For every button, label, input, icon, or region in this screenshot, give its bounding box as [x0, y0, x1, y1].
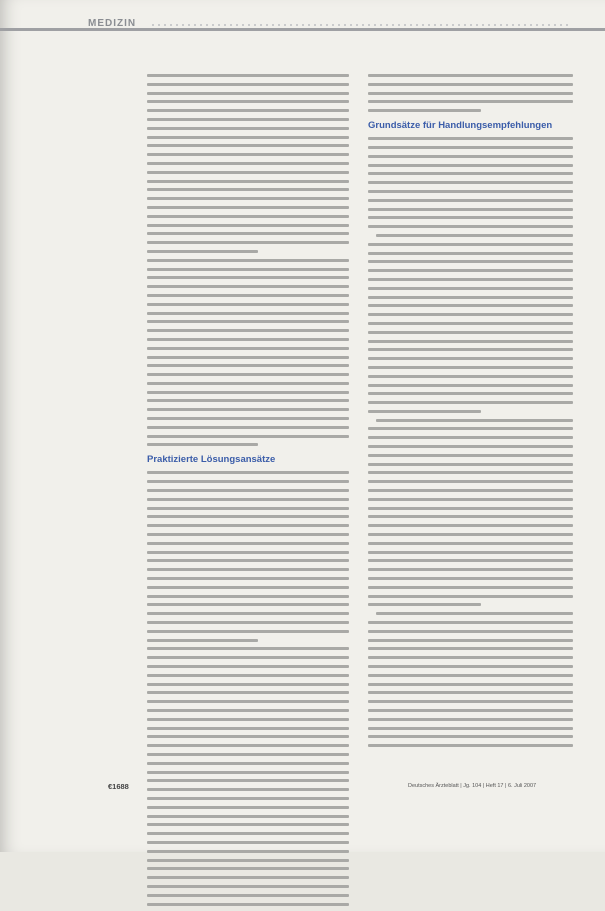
text-line	[147, 753, 349, 756]
bullet-text-line	[376, 234, 573, 237]
text-line	[147, 727, 349, 730]
text-line	[368, 164, 573, 167]
text-line	[147, 153, 349, 156]
text-line	[368, 471, 573, 474]
text-line	[368, 603, 481, 606]
text-line	[368, 507, 573, 510]
text-line	[368, 524, 573, 527]
text-line	[147, 867, 349, 870]
text-line	[368, 542, 573, 545]
section-label: MEDIZIN	[88, 18, 137, 29]
text-line	[147, 885, 349, 888]
text-line	[368, 410, 481, 413]
text-line	[147, 806, 349, 809]
text-line	[147, 489, 349, 492]
text-line	[368, 216, 573, 219]
text-line	[147, 524, 349, 527]
text-line	[368, 727, 573, 730]
section-subheading: Praktizierte Lösungsansätze	[147, 454, 276, 466]
text-line	[147, 859, 349, 862]
text-line	[147, 718, 349, 721]
text-line	[147, 832, 349, 835]
text-line	[147, 568, 349, 571]
text-line	[368, 621, 573, 624]
text-line	[147, 259, 349, 262]
text-line	[147, 709, 349, 712]
text-line	[368, 83, 573, 86]
text-line	[147, 815, 349, 818]
text-line	[147, 850, 349, 853]
text-line	[368, 296, 573, 299]
text-line	[147, 329, 349, 332]
text-line	[368, 172, 573, 175]
text-line	[147, 144, 349, 147]
text-line	[147, 797, 349, 800]
text-line	[147, 364, 349, 367]
text-line	[147, 435, 349, 438]
text-line	[147, 109, 349, 112]
text-line	[368, 665, 573, 668]
text-line	[368, 551, 573, 554]
bullet-text-line	[376, 419, 573, 422]
left-column	[147, 74, 349, 911]
text-line	[368, 384, 573, 387]
text-line	[368, 146, 573, 149]
text-line	[147, 118, 349, 121]
text-line	[147, 285, 349, 288]
text-line	[147, 136, 349, 139]
text-line	[147, 303, 349, 306]
text-line	[368, 269, 573, 272]
text-line	[147, 338, 349, 341]
text-line	[368, 243, 573, 246]
text-line	[368, 691, 573, 694]
text-line	[147, 320, 349, 323]
text-line	[368, 278, 573, 281]
text-line	[147, 515, 349, 518]
text-line	[368, 181, 573, 184]
text-line	[147, 197, 349, 200]
text-line	[147, 621, 349, 624]
text-line	[368, 225, 573, 228]
text-line	[368, 700, 573, 703]
page-number: €1688	[108, 782, 129, 791]
text-line	[147, 665, 349, 668]
text-line	[368, 480, 573, 483]
text-line	[368, 586, 573, 589]
text-line	[147, 426, 349, 429]
text-line	[147, 841, 349, 844]
journal-citation: Deutsches Ärzteblatt | Jg. 104 | Heft 17 | 6. Juli 2007	[408, 783, 537, 789]
text-line	[147, 559, 349, 562]
text-line	[368, 92, 573, 95]
text-line	[368, 454, 573, 457]
text-line	[147, 630, 349, 633]
text-line	[147, 823, 349, 826]
text-line	[147, 74, 349, 77]
text-line	[147, 674, 349, 677]
text-line	[147, 356, 349, 359]
header-dot-pattern	[150, 22, 570, 28]
text-line	[368, 74, 573, 77]
text-line	[368, 436, 573, 439]
text-line	[147, 595, 349, 598]
text-line	[368, 137, 573, 140]
bullet-text-line	[376, 612, 573, 615]
text-line	[368, 340, 573, 343]
text-line	[147, 744, 349, 747]
text-line	[368, 109, 481, 112]
text-line	[147, 507, 349, 510]
text-line	[368, 674, 573, 677]
text-line	[147, 639, 258, 642]
text-line	[368, 375, 573, 378]
text-line	[368, 427, 573, 430]
text-line	[368, 366, 573, 369]
text-line	[368, 489, 573, 492]
text-line	[147, 542, 349, 545]
text-line	[147, 180, 349, 183]
text-line	[368, 331, 573, 334]
text-line	[147, 443, 258, 446]
text-line	[147, 779, 349, 782]
text-line	[368, 656, 573, 659]
text-line	[368, 199, 573, 202]
text-line	[147, 83, 349, 86]
text-line	[368, 559, 573, 562]
text-line	[368, 100, 573, 103]
text-line	[368, 401, 573, 404]
text-line	[368, 595, 573, 598]
text-line	[147, 498, 349, 501]
text-line	[147, 171, 349, 174]
text-line	[147, 241, 349, 244]
text-line	[147, 391, 349, 394]
text-line	[147, 127, 349, 130]
text-line	[147, 268, 349, 271]
text-line	[147, 92, 349, 95]
text-line	[147, 603, 349, 606]
text-line	[147, 647, 349, 650]
text-line	[368, 515, 573, 518]
text-line	[147, 399, 349, 402]
text-line	[147, 903, 349, 906]
text-line	[147, 612, 349, 615]
text-line	[147, 373, 349, 376]
text-line	[368, 735, 573, 738]
text-line	[368, 313, 573, 316]
text-line	[368, 304, 573, 307]
text-line	[368, 252, 573, 255]
text-line	[368, 568, 573, 571]
text-line	[147, 691, 349, 694]
text-line	[368, 498, 573, 501]
text-line	[368, 683, 573, 686]
text-line	[147, 382, 349, 385]
section-subheading: Grundsätze für Handlungsempfehlungen	[368, 120, 553, 132]
text-line	[147, 683, 349, 686]
text-line	[147, 250, 258, 253]
text-line	[147, 312, 349, 315]
text-line	[147, 735, 349, 738]
text-line	[147, 788, 349, 791]
text-line	[368, 155, 573, 158]
text-line	[147, 551, 349, 554]
text-line	[147, 771, 349, 774]
text-line	[147, 471, 349, 474]
text-line	[368, 287, 573, 290]
text-line	[368, 357, 573, 360]
right-column	[368, 74, 573, 753]
text-line	[147, 656, 349, 659]
text-line	[147, 347, 349, 350]
text-line	[147, 232, 349, 235]
text-line	[147, 762, 349, 765]
text-line	[147, 417, 349, 420]
text-line	[147, 162, 349, 165]
text-line	[368, 639, 573, 642]
text-line	[147, 276, 349, 279]
text-line	[147, 294, 349, 297]
text-line	[147, 215, 349, 218]
text-line	[368, 445, 573, 448]
text-line	[147, 206, 349, 209]
text-line	[147, 586, 349, 589]
text-line	[368, 322, 573, 325]
text-line	[147, 224, 349, 227]
text-line	[147, 100, 349, 103]
text-line	[368, 744, 573, 747]
text-line	[147, 408, 349, 411]
text-line	[147, 894, 349, 897]
text-line	[368, 190, 573, 193]
text-line	[147, 577, 349, 580]
text-line	[368, 709, 573, 712]
text-line	[147, 700, 349, 703]
text-line	[147, 876, 349, 879]
text-line	[368, 260, 573, 263]
text-line	[368, 348, 573, 351]
text-line	[147, 480, 349, 483]
text-line	[368, 533, 573, 536]
text-line	[368, 463, 573, 466]
text-line	[368, 392, 573, 395]
text-line	[368, 718, 573, 721]
text-line	[147, 533, 349, 536]
text-line	[368, 647, 573, 650]
text-line	[368, 630, 573, 633]
text-line	[147, 188, 349, 191]
text-line	[368, 208, 573, 211]
text-line	[368, 577, 573, 580]
